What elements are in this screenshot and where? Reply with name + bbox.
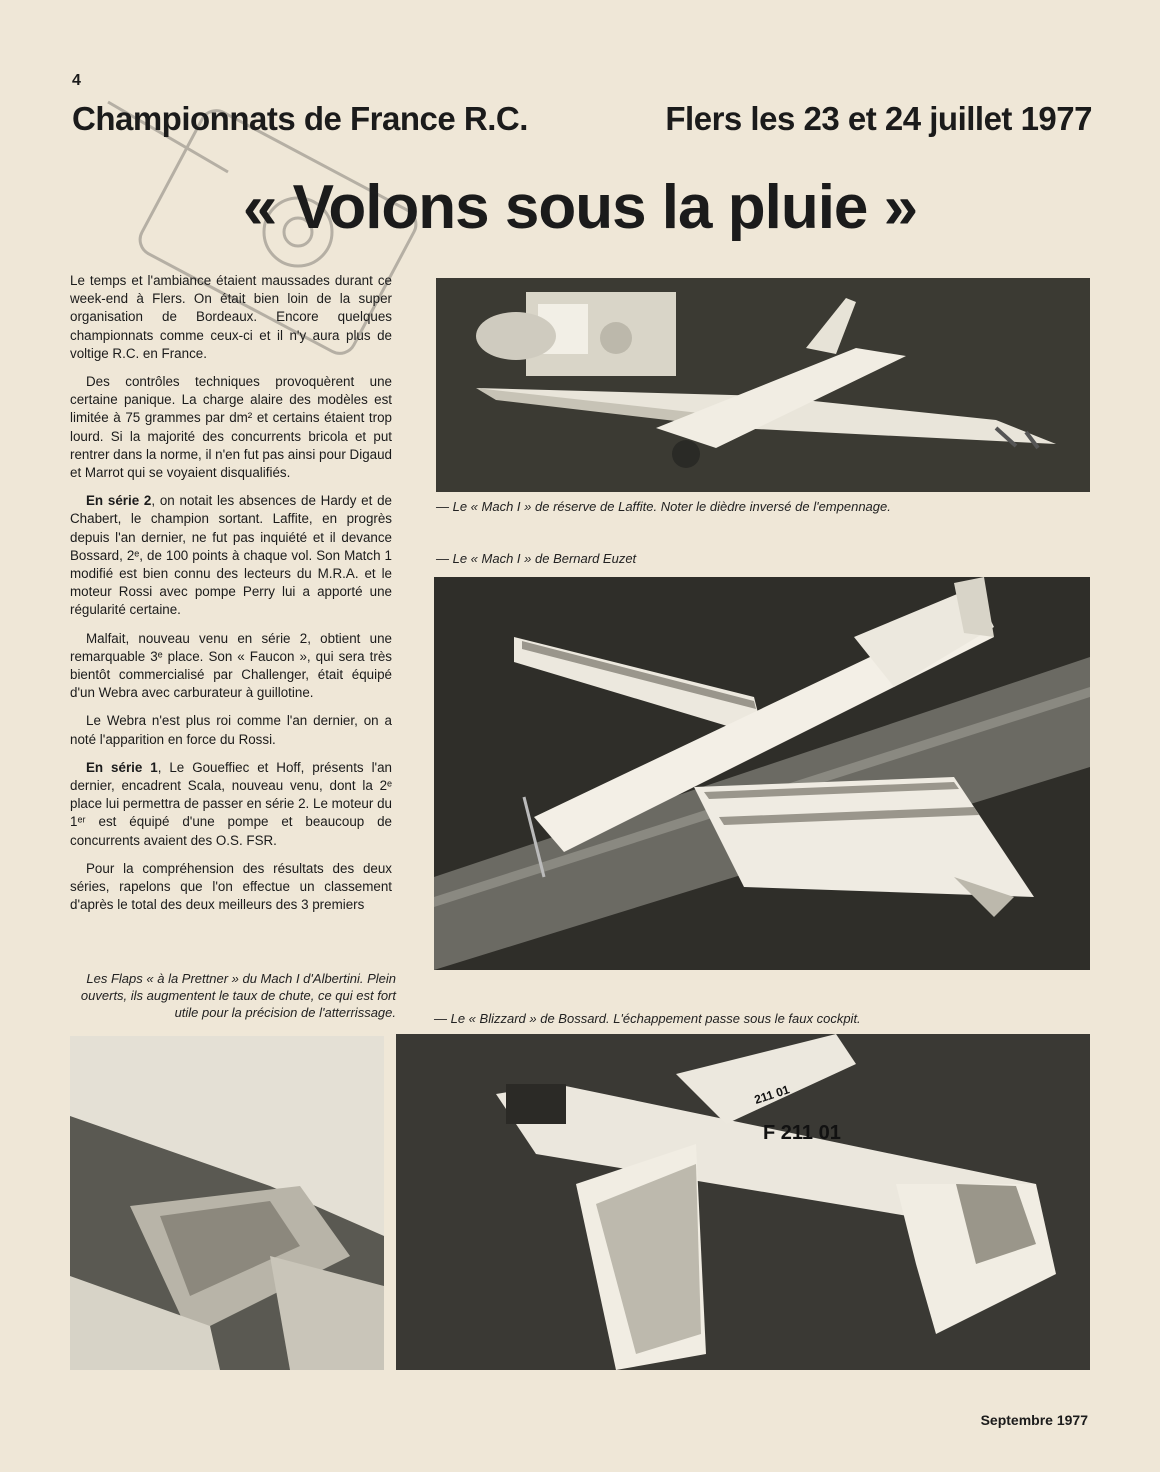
registration-mark: F 211 01 (763, 1122, 841, 1144)
header-date: Flers les 23 et 24 juillet 1977 (665, 100, 1092, 137)
blizzard-illustration (396, 1034, 1090, 1370)
article-paragraph: Le temps et l'ambiance étaient maussades durant ce week-end à Flers. On était bien loin de la super organisation de Bordeaux. Encore quelques championnats comme ceux-ci et il n'y aura plus de voltige R.C. en France. (70, 273, 392, 361)
article-paragraph (70, 759, 392, 850)
caption-photo-1: — Le « Mach I » de réserve de Laffite. Noter le dièdre inversé de l'empennage. (436, 499, 891, 514)
photo-blizzard-bossard (396, 1034, 1090, 1370)
article-paragraph: Malfait, nouveau venu en série 2, obtient une remarquable 3ᵉ place. Son « Faucon », qui sera très bientôt commercialisé par Challenger, était équipé d'un Webra avec carburateur à guillotine. (70, 630, 392, 701)
plane-photo-illustration-2 (434, 577, 1090, 970)
paragraph-text: , on notait les absences de Hardy et de Chabert, le champion sortant. Laffite, en progrès depuis l'an dernier, ne fut pas inquiété et il devance Bossard, 2ᵉ, de 100 points à chaque vol. Son Match 1 modifié est bien connu des lecteurs du M.R.A. et le moteur Rossi avec pompe Perry lui a apporté une régularité certaine. (70, 493, 392, 618)
header-event: Championnats de France R.C. (72, 100, 528, 137)
article-title: « Volons sous la pluie » (242, 173, 918, 242)
series-lead: En série 2 (86, 493, 152, 509)
caption-photo-2: — Le « Mach I » de Bernard Euzet (436, 551, 637, 566)
flaps-illustration (70, 1036, 384, 1370)
article-paragraph (70, 492, 392, 619)
plane-photo-illustration (436, 278, 1090, 492)
paragraph-text: , Le Goueffiec et Hoff, présents l'an dernier, encadrent Scala, nouveau venu, dont la 2ᵉ place lui permettra de passer en série 2. Le moteur du 1ᵉʳ est équipé d'une pompe et beaucoup de concurrents avaient des O.S. FSR. (70, 759, 392, 848)
photo-mach-laffite (436, 278, 1090, 492)
series-lead: En série 1 (86, 759, 158, 775)
photo-mach-euzet (434, 577, 1090, 970)
article-paragraph: Pour la compréhension des résultats des deux séries, rapelons que l'on effectue un classement d'après le total des deux meilleurs des 3 premiers (70, 860, 392, 913)
caption-photo-4: — Le « Blizzard » de Bossard. L'échappement passe sous le faux cockpit. (434, 1011, 861, 1026)
article-body (70, 272, 392, 925)
article-paragraph: Le Webra n'est plus roi comme l'an dernier, on a noté l'apparition en force du Rossi. (70, 713, 392, 747)
photo-flaps-albertini (70, 1036, 384, 1370)
page-number: 4 (72, 72, 81, 89)
article-paragraph: Des contrôles techniques provoquèrent une certaine panique. La charge alaire des modèles est limitée à 75 grammes par dm² et certains étaient trop lourd. Si la majorité des concurrents bricola et put rentrer dans la norme, il n'en fut pas ainsi pour Digaud et Marrot qui se voyaient disqualifiés. (70, 374, 392, 481)
issue-date: Septembre 1977 (980, 1412, 1088, 1428)
caption-photo-3: Les Flaps « à la Prettner » du Mach I d'Albertini. Plein ouverts, ils augmentent le taux de chute, ce qui est fort utile pour la précision de l'atterrissage. (80, 971, 396, 1020)
fin-mark: 211 01 (752, 1082, 792, 1107)
